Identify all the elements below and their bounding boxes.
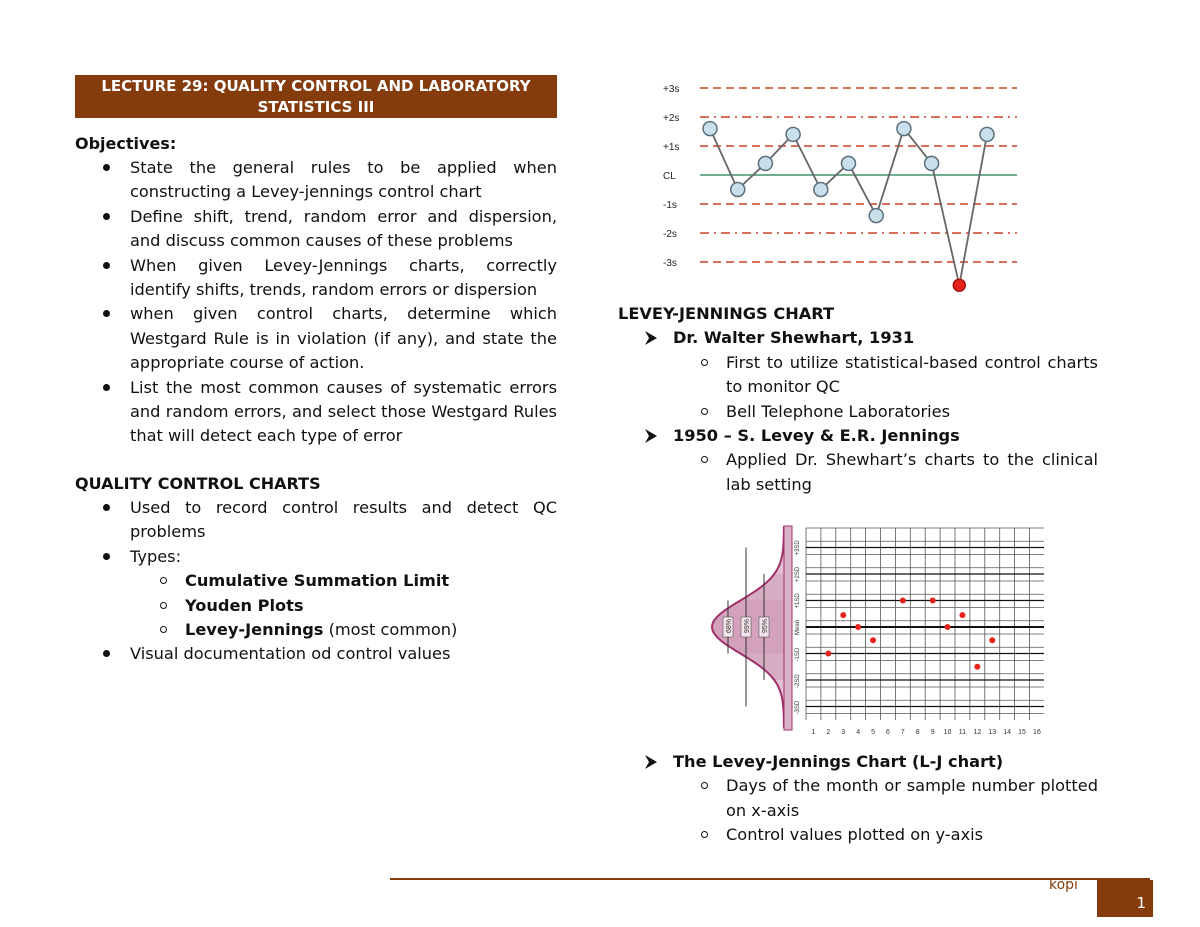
right-column-bottom [618, 750, 1098, 848]
x-tick-label: 16 [1033, 729, 1041, 736]
x-tick-label: 12 [973, 729, 982, 736]
x-tick-label: 7 [900, 729, 905, 736]
y-tick-label: Mean [795, 619, 801, 635]
levey-label: 1950 – S. Levey & E.R. Jennings [673, 426, 960, 446]
data-point [703, 122, 717, 136]
y-tick-label: -2s [663, 229, 677, 240]
arrowhead-icon [644, 330, 658, 346]
types-label: Types: [130, 546, 182, 566]
type-name: Levey-Jennings [185, 619, 324, 639]
data-point [897, 122, 911, 136]
x-tick-label: 9 [930, 729, 935, 736]
lj-chart-figure [688, 524, 1048, 740]
y-tick-label: -3SD [795, 700, 801, 715]
objective-item: List the most common causes of systematic errors and random errors, and select those Westgard Rules that will detect each type of error [75, 376, 557, 449]
control-chart-figure [655, 76, 1025, 301]
page-number: 1 [1136, 894, 1146, 912]
data-point [945, 624, 951, 630]
type-item [130, 569, 557, 593]
data-point [814, 183, 828, 197]
footer-label: kopi [1049, 877, 1078, 893]
y-tick-label: +3s [663, 84, 680, 95]
objectives-list [75, 156, 557, 449]
data-point [731, 183, 745, 197]
data-point [840, 612, 846, 618]
curve-axis-bar [784, 526, 792, 730]
data-point [786, 127, 800, 141]
x-tick-label: 11 [958, 729, 967, 736]
y-tick-label: +1s [663, 142, 680, 153]
y-tick-label: -2SD [795, 674, 801, 688]
data-point [900, 598, 906, 604]
lj-heading: LEVEY-JENNINGS CHART [618, 304, 835, 323]
sub-item: Control values plotted on y-axis [618, 823, 1098, 847]
lj-item-chart [618, 750, 1098, 848]
x-tick-label: 1 [811, 729, 816, 736]
type-item [130, 618, 557, 642]
sub-item: Days of the month or sample number plotted on x-axis [618, 774, 1098, 823]
data-point [989, 637, 995, 643]
x-tick-label: 4 [856, 729, 861, 736]
y-tick-label: +2SD [795, 566, 801, 582]
type-item [130, 594, 557, 618]
y-tick-label: CL [663, 171, 676, 182]
objective-item: When given Levey-Jennings charts, correctly identify shifts, trends, random errors or dispersion [75, 254, 557, 303]
band-label: 99% [744, 618, 751, 633]
lj-list [618, 326, 1098, 497]
levey-sublist [618, 448, 1098, 497]
data-point [959, 612, 965, 618]
type-name: Cumulative Summation Limit [185, 571, 450, 591]
data-point [758, 156, 772, 170]
data-point [930, 598, 936, 604]
sub-item: First to utilize statistical-based control charts to monitor QC [618, 351, 1098, 400]
data-point [825, 651, 831, 657]
x-tick-label: 6 [885, 729, 890, 736]
lj-chart-label: The Levey-Jennings Chart (L-J chart) [673, 752, 1004, 771]
objective-item: State the general rules to be applied when constructing a Levey-jennings control chart [75, 156, 557, 205]
qc-item: Used to record control results and detect QC problems [75, 496, 557, 545]
data-point [855, 624, 861, 630]
qc-charts-heading: QUALITY CONTROL CHARTS [75, 473, 321, 493]
y-tick-label: -1s [663, 200, 677, 211]
sub-item: Applied Dr. Shewhart’s charts to the clinical lab setting [618, 448, 1098, 497]
data-point [870, 637, 876, 643]
objectives-heading: Objectives: [75, 134, 177, 153]
lj-chart-list [618, 750, 1098, 848]
y-tick-label: -1SD [795, 647, 801, 662]
data-point [980, 127, 994, 141]
type-name: Youden Plots [185, 595, 304, 615]
x-tick-label: 13 [988, 729, 997, 736]
x-tick-label: 14 [1003, 729, 1012, 736]
arrowhead-icon [644, 754, 658, 770]
right-column [618, 302, 1098, 497]
qc-item: Visual documentation od control values [75, 642, 557, 666]
x-tick-label: 2 [826, 729, 831, 736]
data-point [842, 156, 856, 170]
x-tick-label: 10 [943, 729, 952, 736]
lj-chart-sublist [618, 774, 1098, 847]
data-point [953, 279, 965, 291]
qc-item-types [75, 545, 557, 643]
y-tick-label: +2s [663, 113, 680, 124]
lj-item-levey [618, 424, 1098, 497]
arrowhead-icon [644, 428, 658, 444]
footer-rule [390, 878, 1150, 880]
x-tick-label: 8 [915, 729, 920, 736]
objective-item: Define shift, trend, random error and dispersion, and discuss common causes of these problems [75, 205, 557, 254]
shewhart-label: Dr. Walter Shewhart, 1931 [673, 328, 915, 348]
data-point [869, 209, 883, 223]
data-point [925, 156, 939, 170]
types-list [130, 569, 557, 642]
objective-item: when given control charts, determine which Westgard Rule is in violation (if any), and state the appropriate course of action. [75, 302, 557, 375]
x-tick-label: 15 [1018, 729, 1026, 736]
lj-item-shewhart [618, 326, 1098, 424]
qc-charts-list [75, 496, 557, 667]
y-tick-label: +1SD [795, 593, 801, 609]
band-label: 95% [762, 618, 769, 633]
shewhart-sublist [618, 351, 1098, 424]
band-label: 68% [726, 618, 733, 633]
left-column [75, 75, 557, 667]
data-point [974, 664, 980, 670]
type-note: (most common) [323, 619, 458, 639]
y-tick-label: -3s [663, 258, 677, 269]
page-number-box [1097, 880, 1153, 917]
y-tick-label: +3SD [795, 540, 801, 556]
lecture-title: LECTURE 29: QUALITY CONTROL AND LABORATORY STATISTICS III [75, 75, 557, 118]
x-tick-label: 5 [871, 729, 876, 736]
x-tick-label: 3 [841, 729, 846, 736]
sub-item: Bell Telephone Laboratories [618, 400, 1098, 424]
